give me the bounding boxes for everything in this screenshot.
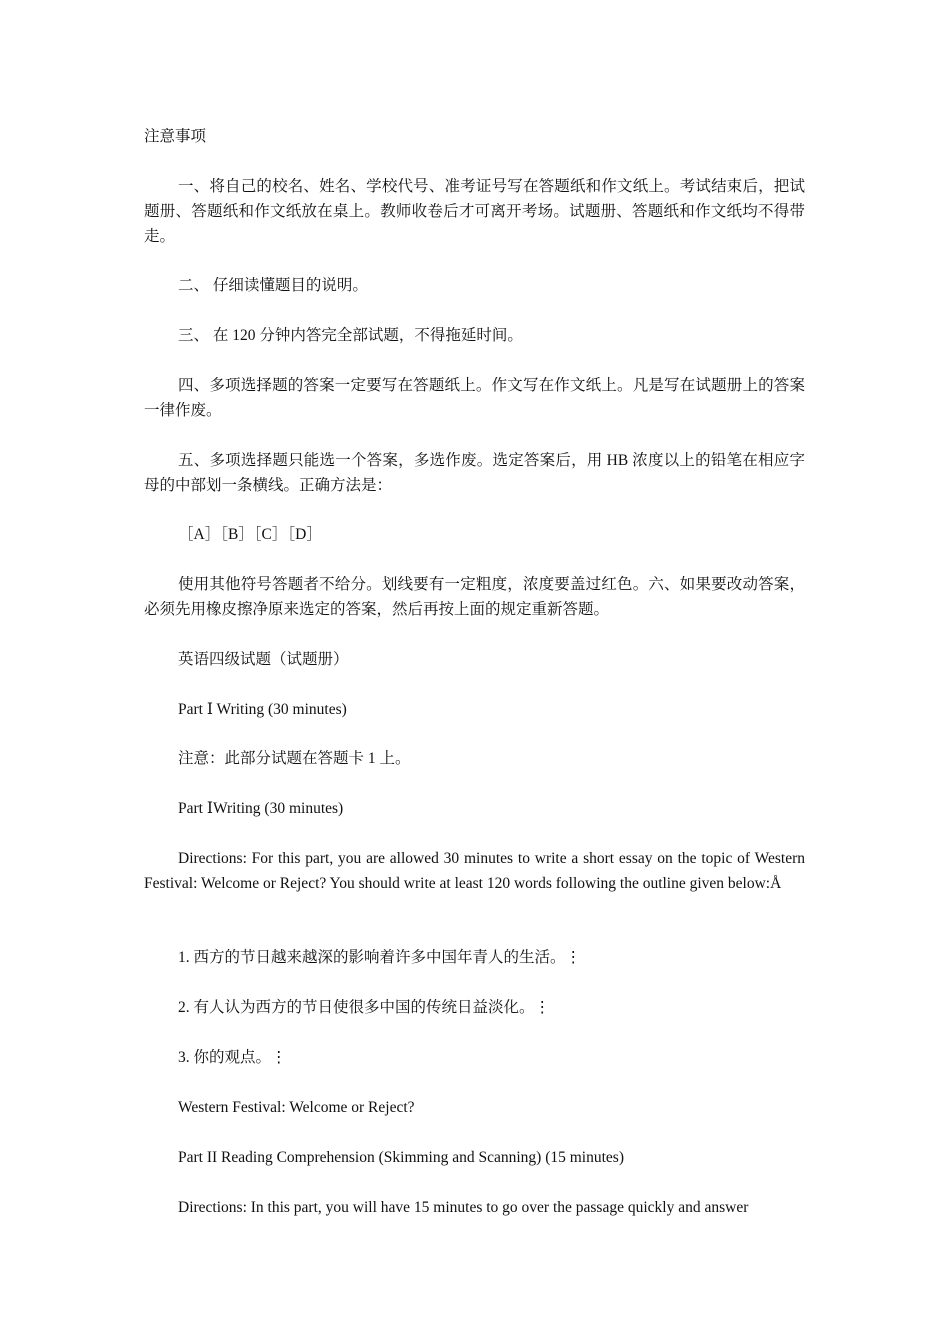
part1-heading-repeat: Part ⅠWriting (30 minutes) bbox=[178, 800, 344, 817]
outline-item-1: 1. 西方的节日越来越深的影响着许多中国年青人的生活。⋮ bbox=[178, 949, 582, 966]
part1-note: 注意：此部分试题在答题卡 1 上。 bbox=[178, 750, 411, 767]
part2-heading: Part II Reading Comprehension (Skimming and Scanning) (15 minutes) bbox=[178, 1149, 624, 1166]
notice-item-3: 三、 在 120 分钟内答完全部试题，不得拖延时间。 bbox=[178, 327, 523, 344]
notice-item-4: 四、多项选择题的答案一定要写在答题纸上。作文写在作文纸上。凡是写在试题册上的答案一律作废。 bbox=[144, 377, 805, 419]
writing-directions: Directions: For this part, you are allowed 30 minutes to write a short essay on the topic of Western Festival: Welcome or Reject? You should write at least 120 words following the outline given below:Å bbox=[144, 850, 805, 892]
exam-title: 英语四级试题（试题册） bbox=[178, 651, 349, 668]
notice-item-5: 五、多项选择题只能选一个答案，多选作废。选定答案后，用 HB 浓度以上的铅笔在相应字母的中部划一条横线。正确方法是： bbox=[144, 452, 805, 494]
notice-item-2: 二、 仔细读懂题目的说明。 bbox=[178, 277, 368, 294]
notice-item-1: 一、将自己的校名、姓名、学校代号、准考证号写在答题纸和作文纸上。考试结束后，把试题册、答题纸和作文纸放在桌上。教师收卷后才可离开考场。试题册、答题纸和作文纸均不得带走。 bbox=[144, 178, 805, 245]
outline-item-3: 3. 你的观点。⋮ bbox=[178, 1049, 287, 1066]
essay-title: Western Festival: Welcome or Reject? bbox=[178, 1099, 415, 1116]
notice-heading: 注意事项 bbox=[144, 128, 207, 145]
part2-directions: Directions: In this part, you will have 15 minutes to go over the passage quickly and answer bbox=[178, 1199, 749, 1216]
notice-item-6: 使用其他符号答题者不给分。划线要有一定粗度，浓度要盖过红色。六、如果要改动答案，必须先用橡皮擦净原来选定的答案，然后再按上面的规定重新答题。 bbox=[144, 576, 805, 618]
outline-item-2: 2. 有人认为西方的节日使很多中国的传统日益淡化。⋮ bbox=[178, 999, 551, 1016]
part1-heading: Part Ⅰ Writing (30 minutes) bbox=[178, 701, 347, 718]
answer-options: ［A］［B］［C］［D］ bbox=[178, 526, 322, 543]
